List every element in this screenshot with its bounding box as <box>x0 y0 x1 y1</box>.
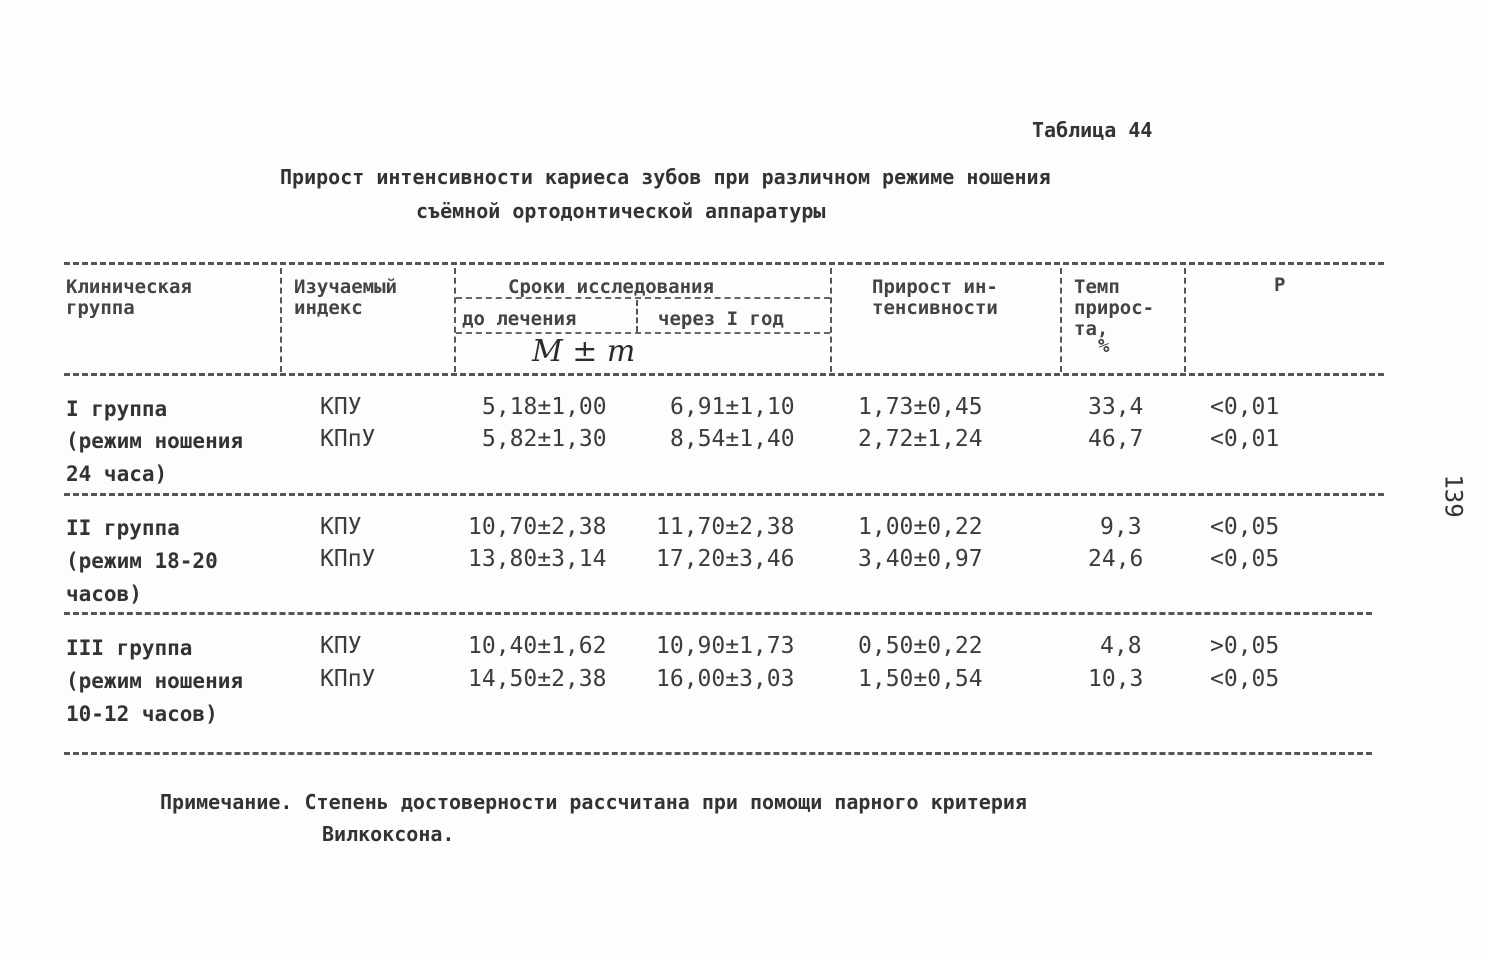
header-rate-2: прирос- <box>1074 297 1155 319</box>
table-label: Таблица 44 <box>1032 118 1153 142</box>
col-sep-2 <box>454 268 456 372</box>
r2b-rate: 24,6 <box>1088 546 1144 572</box>
r2b-after: 17,20±3,46 <box>656 546 795 572</box>
r3b-index: КПпУ <box>320 666 376 692</box>
r3b-growth: 1,50±0,54 <box>858 666 983 692</box>
r1b-growth: 2,72±1,24 <box>858 426 983 452</box>
note-line-1: Примечание. Степень достоверности рассчитана при помощи парного критерия <box>160 790 1027 814</box>
header-growth-1: Прирост ин- <box>872 276 998 298</box>
col-sep-1 <box>280 268 282 372</box>
header-mean-handwritten: M ± m <box>532 334 636 369</box>
group-2-line-2: (режим 18-20 <box>66 549 218 573</box>
group-1-line-3: 24 часа) <box>66 462 168 486</box>
r2b-growth: 3,40±0,97 <box>858 546 983 572</box>
header-after: через I год <box>658 308 784 330</box>
header-index-1: Изучаемый <box>294 276 397 298</box>
group-3-line-2: (режим ношения <box>66 669 244 693</box>
header-before: до лечения <box>462 308 577 330</box>
table-title-line-2: съёмной ортодонтической аппаратуры <box>416 199 826 223</box>
r3a-rate: 4,8 <box>1100 633 1142 659</box>
r1a-after: 6,91±1,10 <box>670 394 795 420</box>
table-top-rule <box>64 262 1384 265</box>
r3a-p: >0,05 <box>1210 633 1280 659</box>
r2a-growth: 1,00±0,22 <box>858 514 983 540</box>
page-number: 139 <box>1439 474 1468 518</box>
table-bottom-rule <box>64 752 1372 755</box>
r1b-after: 8,54±1,40 <box>670 426 795 452</box>
subheader-underline <box>456 332 830 334</box>
r3b-p: <0,05 <box>1210 666 1280 692</box>
r2b-p: <0,05 <box>1210 546 1280 572</box>
r3b-rate: 10,3 <box>1088 666 1144 692</box>
header-index-2: индекс <box>294 297 363 319</box>
r2a-before: 10,70±2,38 <box>468 514 607 540</box>
col-sep-4 <box>830 268 832 372</box>
header-group-2: группа <box>66 297 135 319</box>
group-2-line-1: II группа <box>66 516 180 540</box>
r1a-index: КПУ <box>320 394 362 420</box>
row-divider-1 <box>64 493 1384 496</box>
r2a-after: 11,70±2,38 <box>656 514 795 540</box>
group-1-line-2: (режим ношения <box>66 429 244 453</box>
r2a-index: КПУ <box>320 514 362 540</box>
table-title-line-1: Прирост интенсивности кариеса зубов при различном режиме ношения <box>280 165 1051 189</box>
row-divider-2 <box>64 612 1372 615</box>
col-sep-5 <box>1060 268 1062 372</box>
r3a-before: 10,40±1,62 <box>468 633 607 659</box>
r2a-rate: 9,3 <box>1100 514 1142 540</box>
r2b-index: КПпУ <box>320 546 376 572</box>
r1b-index: КПпУ <box>320 426 376 452</box>
r3b-after: 16,00±3,03 <box>656 666 795 692</box>
r2b-before: 13,80±3,14 <box>468 546 607 572</box>
group-2-line-3: часов) <box>66 582 142 606</box>
col-sep-3 <box>636 300 638 332</box>
header-rate-3: та, <box>1074 318 1109 340</box>
header-growth-2: тенсивности <box>872 297 998 319</box>
note-line-2: Вилкоксона. <box>322 822 455 846</box>
group-1-line-1: I группа <box>66 397 168 421</box>
r3b-before: 14,50±2,38 <box>468 666 607 692</box>
r1b-before: 5,82±1,30 <box>482 426 607 452</box>
header-rate-4: % <box>1098 335 1110 357</box>
r1b-p: <0,01 <box>1210 426 1280 452</box>
r3a-index: КПУ <box>320 633 362 659</box>
r1a-before: 5,18±1,00 <box>482 394 607 420</box>
group-3-line-1: III группа <box>66 636 193 660</box>
r1a-growth: 1,73±0,45 <box>858 394 983 420</box>
col-sep-6 <box>1184 268 1186 372</box>
header-group-1: Клиническая <box>66 276 192 298</box>
r3a-after: 10,90±1,73 <box>656 633 795 659</box>
r1b-rate: 46,7 <box>1088 426 1144 452</box>
header-bottom-rule <box>64 373 1384 376</box>
r1a-rate: 33,4 <box>1088 394 1144 420</box>
header-rate-1: Темп <box>1074 276 1120 298</box>
header-p: P <box>1274 274 1286 296</box>
r3a-growth: 0,50±0,22 <box>858 633 983 659</box>
header-period: Сроки исследования <box>508 276 714 298</box>
group-3-line-3: 10-12 часов) <box>66 702 218 726</box>
r1a-p: <0,01 <box>1210 394 1280 420</box>
r2a-p: <0,05 <box>1210 514 1280 540</box>
